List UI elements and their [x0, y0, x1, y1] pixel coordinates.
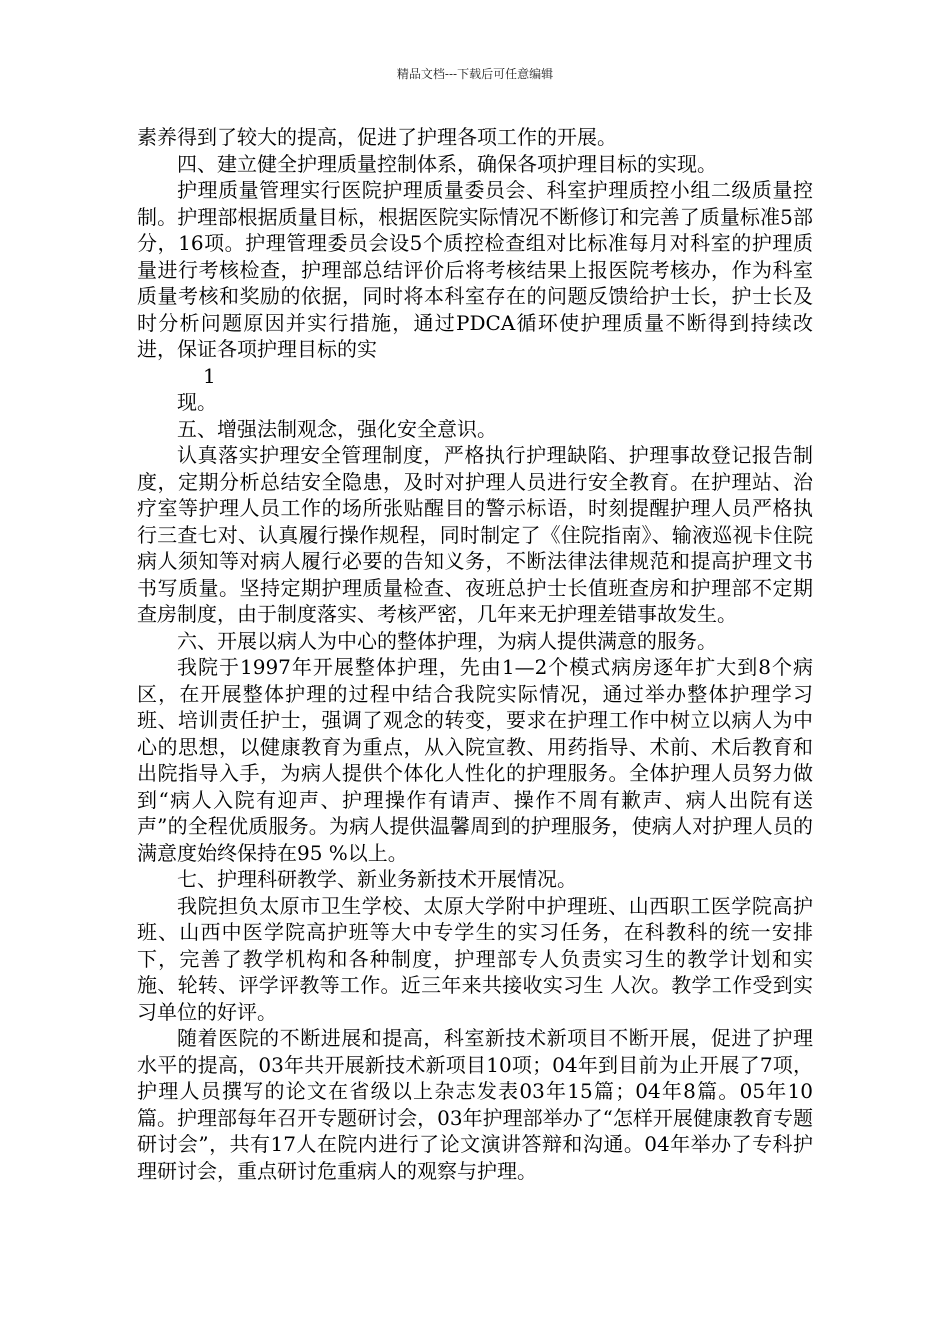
paragraph-safety: 认真落实护理安全管理制度，严格执行护理缺陷、护理事故登记报告制度，定期分析总结安全隐患，及时对护理人员进行安全教育。在护理站、治疗室等护理人员工作的场所张贴醒目的警示标语，时刻提醒护理人员严格执行三查七对、认真履行操作规程，同时制定了《住院指南》、输液巡视卡住院病人须知等对病人履行必要的告知义务，不断法律法律规范和提高护理文书书写质量。坚持定期护理质量检查、夜班总护士长值班查房和护理部不定期查房制度，由于制度落实、考核严密，几年来无护理差错事故发生。 [137, 443, 813, 626]
document-body [137, 124, 813, 1184]
paragraph-continuation-2: 现。 [177, 390, 217, 414]
paragraph-quality-control: 护理质量管理实行医院护理质量委员会、科室护理质控小组二级质量控制。护理部根据质量目标，根据医院实际情况不断修订和完善了质量标准5部分，16项。护理管理委员会设5个质控检查组对比标准每月对科室的护理质量进行考核检查，护理部总结评价后将考核结果上报医院考核办，作为科室质量考核和奖励的依据，同时将本科室存在的问题反馈给护士长，护士长及时分析问题原因并实行措施，通过PDCA循环使护理质量不断得到持续改进，保证各项护理目标的实 [137, 178, 813, 361]
paragraph-research: 随着医院的不断进展和提高，科室新技术新项目不断开展，促进了护理水平的提高，03年共开展新技术新项目10项；04年到目前为止开展了7项，护理人员撰写的论文在省级以上杂志发表03年15篇；04年8篇。05年10 篇。护理部每年召开专题研讨会，03年护理部举办了“怎样开展健康教育专题研讨会”，共有17人在院内进行了论文演讲答辩和沟通。04年举办了专科护理研讨会，重点研讨危重病人的观察与护理。 [137, 1026, 813, 1183]
section-heading-6: 六、开展以病人为中心的整体护理，为病人提供满意的服务。 [177, 628, 717, 653]
page-number: 1 [203, 363, 216, 388]
paragraph-teaching: 我院担负太原市卫生学校、太原大学附中护理班、山西职工医学院高护班、山西中医学院高护班等大中专学生的实习任务，在科教科的统一安排下，完善了教学机构和各种制度，护理部专人负责实习生的教学计划和实施、轮转、评学评教等工作。近三年来共接收实习生 人次。教学工作受到实习单位的好评。 [137, 893, 813, 1024]
page-header-watermark: 精品文档---下载后可任意编辑 [396, 67, 554, 81]
section-heading-7: 七、护理科研教学、新业务新技术开展情况。 [177, 867, 577, 891]
section-heading-4: 四、建立健全护理质量控制体系，确保各项护理目标的实现。 [177, 151, 717, 176]
paragraph-holistic-care: 我院于1997年开展整体护理，先由1—2个模式病房逐年扩大到8个病区，在开展整体护理的过程中结合我院实际情况，通过举办整体护理学习班、培训责任护士，强调了观念的转变，要求在护理工作中树立以病人为中心的思想，以健康教育为重点，从入院宣教、用药指导、术前、术后教育和出院指导入手，为病人提供个体化人性化的护理服务。全体护理人员努力做到“病人入院有迎声、护理操作有请声、操作不周有歉声、病人出院有送声”的全程优质服务。为病人提供温馨周到的护理服务，使病人对护理人员的满意度始终保持在95 %以上。 [137, 655, 813, 865]
section-heading-5: 五、增强法制观念，强化安全意识。 [177, 416, 497, 441]
paragraph-continuation: 素养得到了较大的提高，促进了护理各项工作的开展。 [137, 125, 617, 149]
